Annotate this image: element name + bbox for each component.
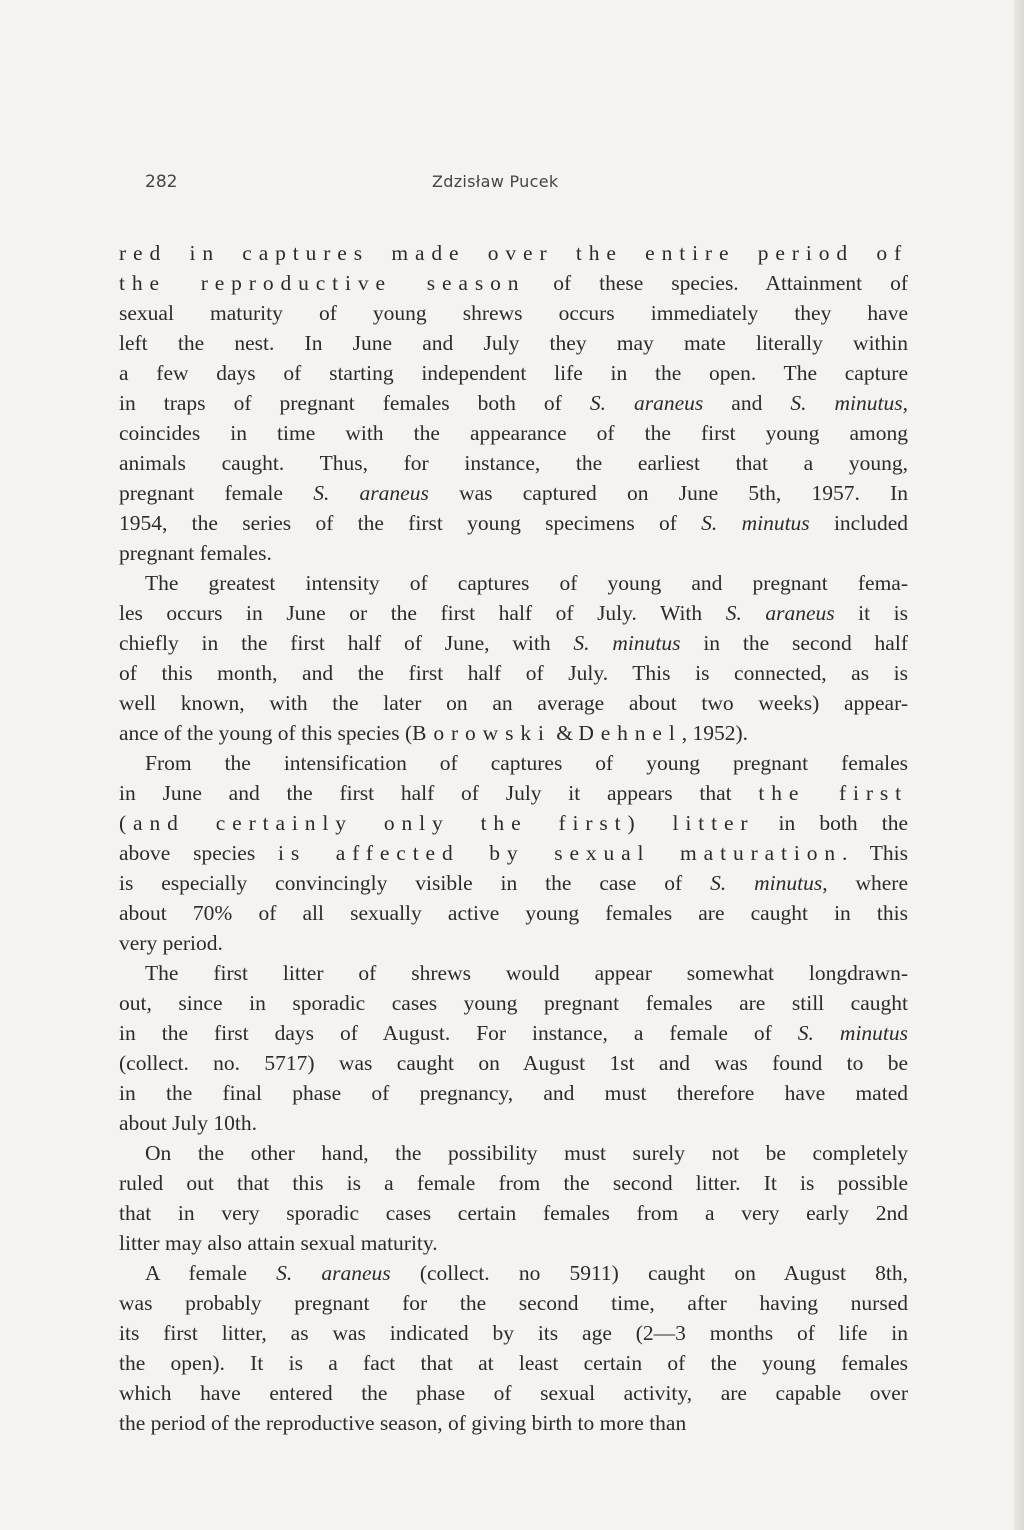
text-line: (and certainly only the first) litter in both the <box>119 811 908 835</box>
text-line: in traps of pregnant females both of S. araneus and S. minutus, <box>119 391 908 415</box>
text-line: chiefly in the first half of June, with S. minutus in the second half <box>119 631 908 655</box>
text-line: is especially convincingly visible in the case of S. minutus, where <box>119 871 908 895</box>
text-line: a few days of starting independent life in the open. The capture <box>119 361 908 385</box>
text-line: 1954, the series of the first young specimens of S. minutus included <box>119 511 908 535</box>
text-line: well known, with the later on an average about two weeks) appear- <box>119 691 908 715</box>
text-line: about 70% of all sexually active young females are caught in this <box>119 901 908 925</box>
text-line: left the nest. In June and July they may mate literally within <box>119 331 908 355</box>
text-line: about July 10th. <box>119 1111 257 1135</box>
text-line: very period. <box>119 931 223 955</box>
text-line: The first litter of shrews would appear somewhat longdrawn- <box>145 961 908 985</box>
page-header <box>145 172 905 198</box>
text-line: On the other hand, the possibility must surely not be completely <box>145 1141 908 1165</box>
text-line: that in very sporadic cases certain females from a very early 2nd <box>119 1201 908 1225</box>
text-line: the period of the reproductive season, of giving birth to more than <box>119 1411 687 1435</box>
text-line: ruled out that this is a female from the second litter. It is possible <box>119 1171 908 1195</box>
text-line: From the intensification of captures of young pregnant females <box>145 751 908 775</box>
text-line: litter may also attain sexual maturity. <box>119 1231 438 1255</box>
text-line: in June and the first half of July it appears that the first <box>119 781 908 805</box>
text-line: out, since in sporadic cases young pregnant females are still caught <box>119 991 908 1015</box>
text-line: red in captures made over the entire period of <box>119 241 908 265</box>
text-line: ance of the young of this species (Borowski & Dehnel, 1952). <box>119 721 748 745</box>
text-line: was probably pregnant for the second time, after having nursed <box>119 1291 908 1315</box>
text-line: A female S. araneus (collect. no 5911) caught on August 8th, <box>145 1261 908 1285</box>
text-line: sexual maturity of young shrews occurs immediately they have <box>119 301 908 325</box>
text-line: animals caught. Thus, for instance, the earliest that a young, <box>119 451 908 475</box>
text-line: the open). It is a fact that at least certain of the young females <box>119 1351 908 1375</box>
text-line: in the first days of August. For instance, a female of S. minutus <box>119 1021 908 1045</box>
text-line: coincides in time with the appearance of the first young among <box>119 421 908 445</box>
text-line: pregnant female S. araneus was captured on June 5th, 1957. In <box>119 481 908 505</box>
text-line: in the final phase of pregnancy, and must therefore have mated <box>119 1081 908 1105</box>
text-line: above species is affected by sexual maturation. This <box>119 841 908 865</box>
text-line: its first litter, as was indicated by its age (2—3 months of life in <box>119 1321 908 1345</box>
page-number: 282 <box>145 172 178 192</box>
running-head-author: Zdzisław Pucek <box>432 172 559 191</box>
page-edge-shadow <box>1014 0 1024 1530</box>
text-line: which have entered the phase of sexual activity, are capable over <box>119 1381 908 1405</box>
text-line: les occurs in June or the first half of July. With S. araneus it is <box>119 601 908 625</box>
text-line: of this month, and the first half of July. This is connected, as is <box>119 661 908 685</box>
body-text <box>119 238 908 1438</box>
text-line: The greatest intensity of captures of young and pregnant fema- <box>145 571 908 595</box>
text-line: the reproductive season of these species. Attainment of <box>119 271 908 295</box>
text-line: pregnant females. <box>119 541 272 565</box>
text-line: (collect. no. 5717) was caught on August 1st and was found to be <box>119 1051 908 1075</box>
